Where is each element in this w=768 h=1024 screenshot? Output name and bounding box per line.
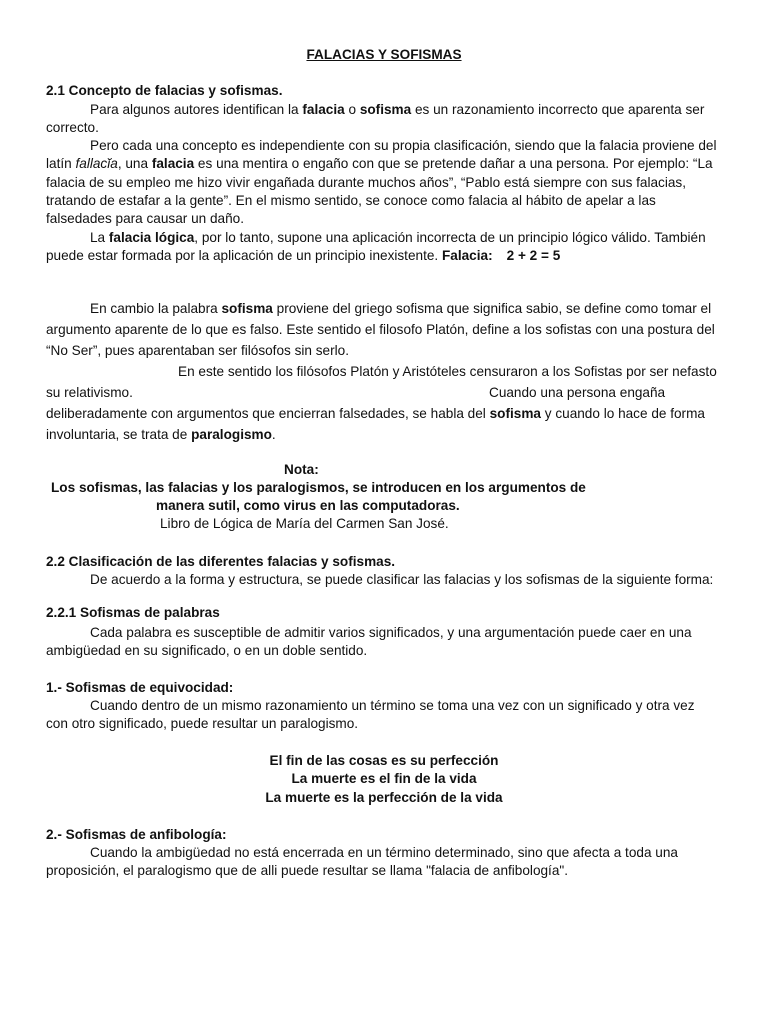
- paragraph-line: [90, 101, 704, 119]
- text-run: .: [271, 427, 276, 442]
- paragraph-line: con otro significado, puede resultar un paralogismo.: [46, 716, 359, 731]
- paragraph-line: proposición, el paralogismo que de alli puede resultar se llama "falacia de anfibología".: [46, 863, 568, 878]
- paragraph-line: argumento aparente de lo que es falso. Este sentido el filosofo Platón, define a los sofistas con una postura del: [46, 322, 715, 337]
- text-run: es una mentira o engaño con que se pretende dañar a una persona. Por ejemplo: “La: [194, 156, 713, 171]
- text-run: La: [90, 230, 109, 245]
- text-run: o: [344, 102, 360, 117]
- text-run: latín: [46, 156, 76, 171]
- note-line: Los sofismas, las falacias y los paralogismos, se introducen en los argumentos de: [51, 480, 586, 495]
- paragraph-line: “No Ser”, pues aparentaban ser filósofos sin serlo.: [46, 343, 349, 358]
- paragraph-line: Cada palabra es susceptible de admitir varios significados, y una argumentación puede caer en una: [90, 625, 692, 640]
- equivocidad-heading: 1.- Sofismas de equivocidad:: [46, 680, 234, 695]
- bold-term: falacia: [302, 102, 345, 117]
- example-line: La muerte es el fin de la vida: [291, 771, 477, 786]
- bold-term: falacia: [151, 156, 195, 171]
- paragraph-line: correcto.: [46, 120, 99, 135]
- text-run: Para algunos autores identifican la: [90, 102, 303, 117]
- bold-term: Falacia:: [441, 248, 493, 263]
- paragraph-line: falacia de su empleo me hizo vivir engañada durante muchos años”, “Pablo está siempre con sus falacias,: [46, 175, 687, 190]
- section-2-1-heading: 2.1 Concepto de falacias y sofismas.: [46, 83, 283, 98]
- text-run: , por lo tanto, supone una aplicación incorrecta de un principio lógico válido. También: [194, 230, 706, 245]
- text-run: y cuando lo hace de forma: [540, 406, 705, 421]
- note-label: Nota:: [284, 462, 319, 477]
- paragraph-line: Cuando dentro de un mismo razonamiento un término se toma una vez con un significado y otra vez: [90, 698, 695, 713]
- paragraph-line: [46, 405, 705, 423]
- text-run: proviene del griego sofisma que significa sabio, se define como tomar el: [272, 301, 712, 316]
- bold-term: paralogismo: [191, 427, 272, 442]
- bold-term: falacia lógica: [108, 230, 195, 245]
- example-line: El fin de las cosas es su perfección: [269, 753, 499, 768]
- paragraph-line: [46, 155, 713, 173]
- paragraph-line: [90, 229, 706, 247]
- bold-term: sofisma: [489, 406, 541, 421]
- paragraph-line: [46, 247, 560, 265]
- formula: 2 + 2 = 5: [506, 248, 561, 263]
- paragraph-line: su relativismo.: [46, 385, 133, 400]
- italic-term: fallacĭa: [75, 156, 118, 171]
- paragraph-line: De acuerdo a la forma y estructura, se puede clasificar las falacias y los sofismas de la siguiente forma:: [90, 572, 714, 587]
- paragraph-line: ambigüedad en su significado, o en un doble sentido.: [46, 643, 368, 658]
- paragraph-line: Cuando una persona engaña: [489, 385, 666, 400]
- paragraph-line: tratando de estafar a la gente”. En el mismo sentido, se conoce como falacia al hábito de apelar a las: [46, 193, 656, 208]
- note-line: manera sutil, como virus en las computadoras.: [156, 498, 460, 513]
- section-2-2-heading: 2.2 Clasificación de las diferentes falacias y sofismas.: [46, 554, 396, 569]
- text-run: es un razonamiento incorrecto que aparenta ser: [411, 102, 705, 117]
- paragraph-line: Cuando la ambigüedad no está encerrada en un término determinado, sino que afecta a toda una: [90, 845, 678, 860]
- text-run: deliberadamente con argumentos que encierran falsedades, se habla del: [46, 406, 490, 421]
- paragraph-line: En este sentido los filósofos Platón y Aristóteles censuraron a los Sofistas por ser nefasto: [178, 364, 717, 379]
- section-2-2-1-heading: 2.2.1 Sofismas de palabras: [46, 605, 220, 620]
- text-run: puede estar formada por la aplicación de un principio inexistente.: [46, 248, 442, 263]
- note-source: Libro de Lógica de María del Carmen San José.: [160, 516, 449, 531]
- bold-term: sofisma: [359, 102, 412, 117]
- bold-term: sofisma: [221, 301, 273, 316]
- anfibologia-heading: 2.- Sofismas de anfibología:: [46, 827, 227, 842]
- text-run: , una: [117, 156, 152, 171]
- document-title: FALACIAS Y SOFISMAS: [306, 47, 462, 62]
- paragraph-line: falsedades para causar un daño.: [46, 211, 245, 226]
- paragraph-line: [46, 426, 276, 444]
- paragraph-line: Pero cada una concepto es independiente con su propia clasificación, siendo que la falacia proviene del: [90, 138, 717, 153]
- text-run: En cambio la palabra: [90, 301, 222, 316]
- example-line: La muerte es la perfección de la vida: [265, 790, 503, 805]
- paragraph-line: [90, 300, 711, 318]
- text-run: involuntaria, se trata de: [46, 427, 192, 442]
